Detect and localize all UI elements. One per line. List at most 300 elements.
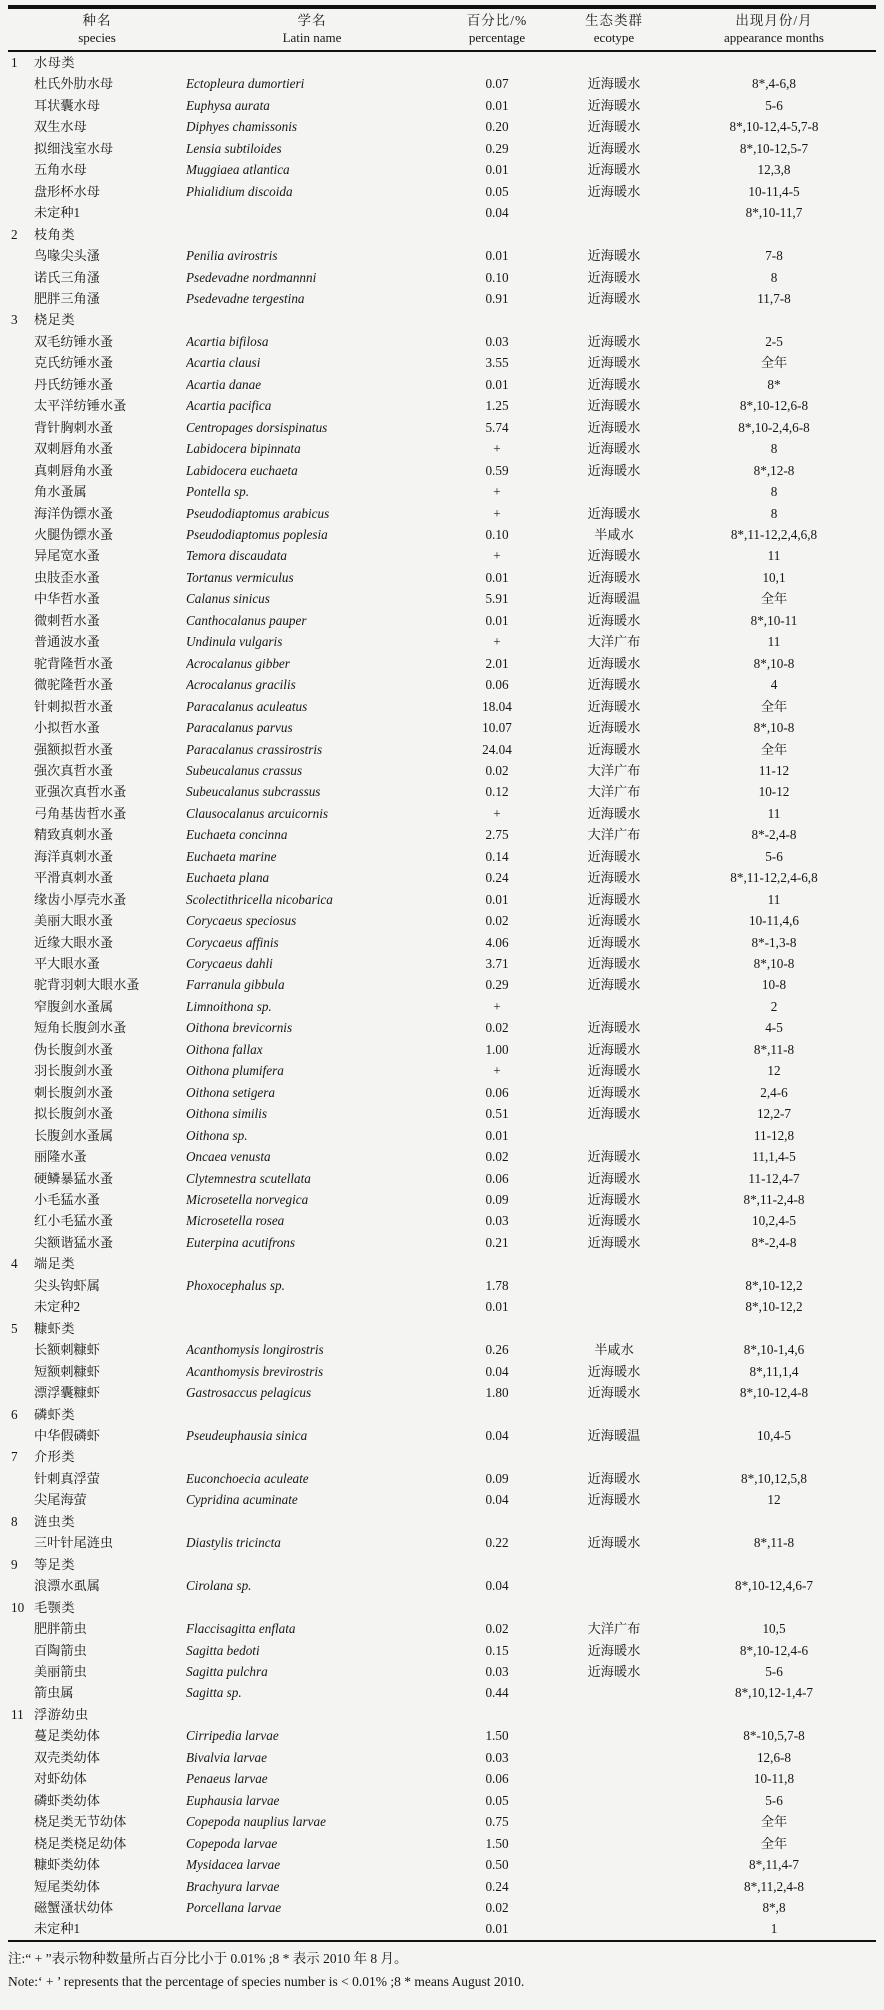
percentage-cell: + (493, 548, 501, 564)
latin-name-cell: Farranula gibbula (186, 977, 285, 993)
percentage-cell: 5.74 (485, 419, 509, 435)
column-header-percentage (438, 7, 556, 51)
months-cell: 8*,10-12,6-8 (739, 398, 809, 414)
percentage-cell: 3.71 (485, 956, 509, 972)
percentage-cell: 0.21 (485, 1234, 509, 1250)
species-name-cell: 箭虫属 (34, 1685, 74, 1701)
group-cell (8, 309, 876, 330)
ecotype-cell: 近海暖水 (587, 355, 641, 371)
species-row (8, 1060, 876, 1081)
months-cell: 8*-2,4-8 (751, 1234, 797, 1250)
latin-name-cell: Penaeus larvae (186, 1771, 268, 1787)
percentage-cell: 0.14 (485, 848, 509, 864)
ecotype-cell: 近海暖水 (587, 119, 641, 135)
ecotype-cell: 近海暖水 (587, 1063, 641, 1079)
species-row (8, 331, 876, 352)
group-number: 11 (11, 1706, 24, 1722)
species-row (8, 1361, 876, 1382)
species-name-cell: 鸟喙尖头溞 (34, 248, 100, 264)
percentage-cell: + (493, 484, 501, 500)
ecotype-cell (556, 1790, 672, 1811)
group-number: 1 (11, 55, 18, 70)
ecotype-cell: 近海暖水 (587, 848, 641, 864)
species-name-cell: 缘齿小厚壳水蚤 (34, 891, 127, 907)
percentage-cell: 0.02 (485, 1020, 509, 1036)
species-row (8, 932, 876, 953)
group-number: 5 (11, 1320, 18, 1336)
latin-name-cell: Penilia avirostris (186, 248, 278, 264)
species-table (8, 5, 876, 1942)
species-row (8, 1575, 876, 1596)
group-row (8, 1318, 876, 1339)
species-name-cell: 驼背隆哲水蚤 (34, 655, 114, 671)
group-row (8, 1404, 876, 1425)
ecotype-cell: 近海暖水 (587, 1492, 641, 1508)
species-row (8, 696, 876, 717)
latin-name-cell (186, 202, 438, 223)
months-cell: 8*,11-8 (753, 1535, 795, 1551)
group-cell (8, 1511, 876, 1532)
percentage-cell: 0.01 (485, 376, 509, 392)
species-name-cell: 刺长腹剑水蚤 (34, 1084, 114, 1100)
group-name: 磷虾类 (34, 1406, 76, 1422)
latin-name-cell: Copepoda nauplius larvae (186, 1814, 326, 1830)
latin-name-cell: Gastrosaccus pelagicus (186, 1385, 312, 1401)
species-row (8, 1232, 876, 1253)
months-cell: 1 (770, 1921, 778, 1937)
ecotype-cell: 近海暖水 (587, 441, 641, 457)
species-name-cell: 肥胖三角溞 (34, 290, 100, 306)
ecotype-cell: 近海暖水 (587, 913, 641, 929)
species-row (8, 1382, 876, 1403)
species-name-cell: 太平洋纺锤水蚤 (34, 398, 127, 414)
species-name-cell: 百陶箭虫 (34, 1642, 87, 1658)
species-row (8, 1532, 876, 1553)
species-row (8, 631, 876, 652)
species-name-cell: 未定种1 (34, 1921, 81, 1937)
species-name-cell: 耳状囊水母 (34, 97, 100, 113)
species-row (8, 1082, 876, 1103)
species-row (8, 1296, 876, 1317)
ecotype-cell: 近海暖水 (587, 462, 641, 478)
species-name-cell: 桡足类无节幼体 (34, 1814, 127, 1830)
species-name-cell: 窄腹剑水蚤属 (34, 998, 114, 1014)
months-cell: 8*,10-12,4-5,7-8 (729, 119, 819, 135)
percentage-cell: 1.00 (485, 1041, 509, 1057)
latin-name-cell: Euconchoecia aculeate (186, 1470, 309, 1486)
months-cell: 11-12,4-7 (748, 1170, 800, 1186)
column-header-months-en: appearance months (724, 30, 824, 45)
species-row (8, 824, 876, 845)
ecotype-cell: 近海暖水 (587, 569, 641, 585)
months-cell: 8*,11,4-7 (748, 1857, 800, 1873)
months-cell: 5-6 (765, 1792, 783, 1808)
ecotype-cell: 近海暖水 (587, 612, 641, 628)
group-number: 8 (11, 1513, 18, 1529)
species-name-cell: 微刺哲水蚤 (34, 612, 100, 628)
latin-name-cell: Euchaeta plana (186, 870, 270, 886)
group-number: 4 (11, 1256, 18, 1272)
percentage-cell: 1.50 (485, 1835, 509, 1851)
ecotype-cell: 近海暖水 (587, 419, 641, 435)
latin-name-cell: Lensia subtiloides (186, 140, 282, 156)
ecotype-cell: 近海暖水 (587, 548, 641, 564)
species-name-cell: 美丽箭虫 (34, 1663, 87, 1679)
column-header-species-en: species (78, 30, 116, 45)
ecotype-cell: 近海暖水 (587, 720, 641, 736)
months-cell: 12,2-7 (756, 1106, 792, 1122)
footnotes (8, 1947, 876, 1993)
months-cell: 5-6 (765, 1663, 783, 1679)
months-cell: 8*,10-12,2 (745, 1277, 803, 1293)
species-row (8, 95, 876, 116)
months-cell: 10-11,8 (753, 1771, 795, 1787)
species-row (8, 138, 876, 159)
ecotype-cell: 近海暖水 (587, 140, 641, 156)
ecotype-cell (556, 1682, 672, 1703)
species-row (8, 1017, 876, 1038)
group-name: 枝角类 (34, 226, 76, 242)
latin-name-cell: Oithona similis (186, 1106, 267, 1122)
column-header-species (8, 7, 186, 51)
percentage-cell: 0.01 (485, 891, 509, 907)
ecotype-cell: 近海暖水 (587, 1041, 641, 1057)
species-row (8, 73, 876, 94)
percentage-cell: 0.29 (485, 140, 509, 156)
months-cell: 8*,10-2,4,6-8 (738, 419, 810, 435)
ecotype-cell: 近海暖水 (587, 248, 641, 264)
ecotype-cell (556, 996, 672, 1017)
latin-name-cell: Sagitta pulchra (186, 1663, 268, 1679)
species-row (8, 567, 876, 588)
species-row (8, 610, 876, 631)
latin-name-cell: Clytemnestra scutellata (186, 1170, 311, 1186)
group-name: 端足类 (34, 1256, 76, 1272)
species-row (8, 1189, 876, 1210)
group-name: 糠虾类 (34, 1320, 76, 1336)
species-name-cell: 角水蚤属 (34, 484, 87, 500)
percentage-cell: 10.07 (482, 720, 512, 736)
species-row (8, 1790, 876, 1811)
months-cell: 8*-10,5,7-8 (743, 1728, 805, 1744)
species-name-cell: 双壳类幼体 (34, 1749, 100, 1765)
latin-name-cell: Euchaeta concinna (186, 827, 288, 843)
latin-name-cell: Oithona brevicornis (186, 1020, 293, 1036)
ecotype-cell: 近海暖水 (587, 162, 641, 178)
group-row (8, 1597, 876, 1618)
latin-name-cell: Scolectithricella nicobarica (186, 891, 333, 907)
latin-name-cell: Euterpina acutifrons (186, 1234, 296, 1250)
species-row (8, 588, 876, 609)
latin-name-cell: Acanthomysis brevirostris (186, 1363, 324, 1379)
latin-name-cell: Subeucalanus crassus (186, 762, 303, 778)
species-name-cell: 五角水母 (34, 162, 87, 178)
percentage-cell: 0.01 (485, 612, 509, 628)
months-cell: 10,2,4-5 (752, 1213, 796, 1229)
species-row (8, 1210, 876, 1231)
species-row (8, 739, 876, 760)
table-header-row (8, 7, 876, 51)
months-cell: 8 (770, 505, 778, 521)
group-name: 水母类 (34, 55, 76, 70)
species-row (8, 481, 876, 502)
percentage-cell: + (493, 805, 501, 821)
latin-name-cell: Oithona setigera (186, 1084, 276, 1100)
latin-name-cell: Microsetella rosea (186, 1213, 285, 1229)
species-name-cell: 强次真哲水蚤 (34, 762, 114, 778)
latin-name-cell: Phoxocephalus sp. (186, 1277, 285, 1293)
species-name-cell: 浪漂水虱属 (34, 1578, 100, 1594)
species-name-cell: 丹氏纺锤水蚤 (34, 376, 114, 392)
latin-name-cell: Centropages dorsispinatus (186, 419, 328, 435)
latin-name-cell: Acartia clausi (186, 355, 261, 371)
latin-name-cell: Psedevadne nordmannni (186, 269, 317, 285)
species-row (8, 1768, 876, 1789)
group-number: 6 (11, 1406, 18, 1422)
latin-name-cell: Labidocera euchaeta (186, 462, 298, 478)
species-name-cell: 普通波水蚤 (34, 634, 100, 650)
group-row (8, 1704, 876, 1725)
months-cell: 8*,10,12-1,4-7 (734, 1685, 814, 1701)
ecotype-cell: 近海暖水 (587, 956, 641, 972)
latin-name-cell (186, 1918, 438, 1940)
latin-name-cell: Acartia bifilosa (186, 333, 269, 349)
latin-name-cell: Oncaea venusta (186, 1149, 271, 1165)
ecotype-cell (556, 1876, 672, 1897)
ecotype-cell (556, 1833, 672, 1854)
species-name-cell: 对虾幼体 (34, 1771, 87, 1787)
months-cell: 8*,10-12,4-8 (739, 1385, 809, 1401)
column-header-ecotype-zh: 生态类群 (585, 13, 643, 28)
percentage-cell: 0.22 (485, 1535, 509, 1551)
species-row (8, 1918, 876, 1940)
percentage-cell: 0.50 (485, 1857, 509, 1873)
latin-name-cell: Euchaeta marine (186, 848, 277, 864)
species-name-cell: 火腿伪镖水蚤 (34, 526, 114, 542)
species-name-cell: 磷虾类幼体 (34, 1792, 100, 1808)
latin-name-cell: Calanus sinicus (186, 591, 270, 607)
ecotype-cell: 大洋广布 (587, 784, 641, 800)
months-cell: 12 (767, 1492, 781, 1508)
species-row (8, 1489, 876, 1510)
ecotype-cell: 近海暖温 (587, 591, 641, 607)
percentage-cell: 0.44 (485, 1685, 509, 1701)
species-row (8, 116, 876, 137)
species-row (8, 503, 876, 524)
ecotype-cell: 近海暖水 (587, 1470, 641, 1486)
months-cell: 11 (767, 634, 781, 650)
species-name-cell: 长额刺糠虾 (34, 1342, 100, 1358)
ecotype-cell: 近海暖水 (587, 934, 641, 950)
species-name-cell: 海洋真刺水蚤 (34, 848, 114, 864)
species-name-cell: 尖额谐猛水蚤 (34, 1234, 114, 1250)
percentage-cell: + (493, 634, 501, 650)
ecotype-cell: 近海暖水 (587, 1234, 641, 1250)
ecotype-cell: 近海暖水 (587, 977, 641, 993)
species-name-cell: 近缘大眼水蚤 (34, 934, 114, 950)
percentage-cell: 0.24 (485, 870, 509, 886)
species-name-cell: 拟长腹剑水蚤 (34, 1106, 114, 1122)
group-cell (8, 1318, 876, 1339)
ecotype-cell: 近海暖水 (587, 97, 641, 113)
ecotype-cell (556, 1575, 672, 1596)
ecotype-cell: 近海暖水 (587, 1149, 641, 1165)
months-cell: 11,7-8 (757, 290, 791, 306)
species-row (8, 417, 876, 438)
species-name-cell: 真刺唇角水蚤 (34, 462, 114, 478)
species-row (8, 1468, 876, 1489)
group-row (8, 1511, 876, 1532)
group-cell (8, 1404, 876, 1425)
species-name-cell: 未定种2 (34, 1299, 81, 1315)
species-name-cell: 亚强次真哲水蚤 (34, 784, 127, 800)
ecotype-cell (556, 1125, 672, 1146)
latin-name-cell: Labidocera bipinnata (186, 441, 301, 457)
species-row (8, 245, 876, 266)
ecotype-cell: 近海暖水 (587, 741, 641, 757)
latin-name-cell: Sagitta bedoti (186, 1642, 260, 1658)
percentage-cell: 0.20 (485, 119, 509, 135)
ecotype-cell: 近海暖水 (587, 1084, 641, 1100)
species-row (8, 1747, 876, 1768)
latin-name-cell: Euphausia larvae (186, 1792, 280, 1808)
ecotype-cell: 大洋广布 (587, 762, 641, 778)
latin-name-cell: Clausocalanus arcuicornis (186, 805, 329, 821)
latin-name-cell: Psedevadne tergestina (186, 290, 305, 306)
latin-name-cell: Euphysa aurata (186, 97, 270, 113)
percentage-cell: 4.06 (485, 934, 509, 950)
species-name-cell: 微驼隆哲水蚤 (34, 677, 114, 693)
species-row (8, 1618, 876, 1639)
species-name-cell: 未定种1 (34, 205, 81, 221)
percentage-cell: 0.06 (485, 1084, 509, 1100)
group-cell (8, 1253, 876, 1274)
months-cell: 8*,10-8 (753, 655, 795, 671)
ecotype-cell: 近海暖水 (587, 1213, 641, 1229)
months-cell: 8*,11-12,2,4-6,8 (730, 870, 818, 886)
latin-name-cell: Oithona plumifera (186, 1063, 284, 1079)
latin-name-cell (186, 1296, 438, 1317)
months-cell: 11,1,4-5 (752, 1149, 796, 1165)
months-cell: 10,4-5 (756, 1428, 792, 1443)
species-row (8, 1039, 876, 1060)
latin-name-cell: Flaccisagitta enflata (186, 1621, 296, 1637)
latin-name-cell: Paracalanus parvus (186, 720, 293, 736)
ecotype-cell: 近海暖水 (587, 655, 641, 671)
species-row (8, 1854, 876, 1875)
percentage-cell: 1.80 (485, 1385, 509, 1401)
group-row (8, 309, 876, 330)
ecotype-cell: 近海暖水 (587, 398, 641, 414)
species-name-cell: 肥胖箭虫 (34, 1621, 87, 1637)
latin-name-cell: Microsetella norvegica (186, 1192, 309, 1208)
latin-name-cell: Diastylis tricincta (186, 1535, 281, 1551)
species-name-cell: 海洋伪镖水蚤 (34, 505, 114, 521)
percentage-cell: 0.75 (485, 1814, 509, 1830)
months-cell: 10-11,4-5 (748, 183, 800, 199)
months-cell: 5-6 (765, 97, 783, 113)
latin-name-cell: Canthocalanus pauper (186, 612, 307, 628)
ecotype-cell: 近海暖水 (587, 505, 641, 521)
species-row (8, 996, 876, 1017)
percentage-cell: 0.01 (485, 162, 509, 178)
ecotype-cell: 近海暖温 (587, 1428, 641, 1443)
percentage-cell: 0.59 (485, 462, 509, 478)
species-row (8, 438, 876, 459)
latin-name-cell: Corycaeus affinis (186, 934, 279, 950)
group-number: 7 (11, 1449, 18, 1465)
species-row (8, 889, 876, 910)
species-row (8, 953, 876, 974)
group-row (8, 1253, 876, 1274)
group-cell (8, 1704, 876, 1725)
group-number: 2 (11, 226, 18, 242)
latin-name-cell: Cirolana sp. (186, 1578, 252, 1594)
latin-name-cell: Brachyura larvae (186, 1878, 280, 1894)
species-name-cell: 中华哲水蚤 (34, 591, 100, 607)
species-name-cell: 针刺真浮萤 (34, 1470, 100, 1486)
ecotype-cell: 近海暖水 (587, 1363, 641, 1379)
ecotype-cell (556, 1897, 672, 1918)
percentage-cell: + (493, 998, 501, 1014)
ecotype-cell: 半咸水 (594, 526, 634, 542)
percentage-cell: 0.03 (485, 1749, 509, 1765)
percentage-cell: 0.01 (485, 1299, 509, 1315)
percentage-cell: 0.02 (485, 1149, 509, 1165)
species-name-cell: 伪长腹剑水蚤 (34, 1041, 114, 1057)
species-name-cell: 杜氏外肋水母 (34, 76, 114, 92)
group-name: 介形类 (34, 1449, 76, 1465)
months-cell: 12,6-8 (756, 1749, 792, 1765)
percentage-cell: 0.04 (485, 1363, 509, 1379)
percentage-cell: 0.02 (485, 913, 509, 929)
species-name-cell: 精致真刺水蚤 (34, 827, 114, 843)
ecotype-cell (556, 1725, 672, 1746)
species-row (8, 867, 876, 888)
months-cell: 8*,11-2,4-8 (743, 1192, 805, 1208)
species-name-cell: 平滑真刺水蚤 (34, 870, 114, 886)
percentage-cell: 0.01 (485, 1127, 509, 1143)
species-row (8, 1876, 876, 1897)
ecotype-cell: 近海暖水 (587, 1385, 641, 1401)
species-name-cell: 美丽大眼水蚤 (34, 913, 114, 929)
latin-name-cell: Oithona fallax (186, 1041, 263, 1057)
months-cell: 11 (767, 891, 781, 907)
group-name: 涟虫类 (34, 1513, 76, 1529)
group-cell (8, 1597, 876, 1618)
percentage-cell: 0.04 (485, 1428, 509, 1443)
species-row (8, 781, 876, 802)
group-row (8, 1554, 876, 1575)
latin-name-cell: Acartia pacifica (186, 398, 272, 414)
months-cell: 8 (770, 484, 778, 500)
group-number: 3 (11, 312, 18, 328)
ecotype-cell: 近海暖水 (587, 1663, 641, 1679)
months-cell: 11 (767, 805, 781, 821)
group-cell (8, 1554, 876, 1575)
species-row (8, 374, 876, 395)
ecotype-cell: 近海暖水 (587, 1192, 641, 1208)
species-name-cell: 弓角基齿哲水蚤 (34, 805, 127, 821)
months-cell: 8*,11-12,2,4,6,8 (730, 526, 818, 542)
ecotype-cell (556, 1768, 672, 1789)
latin-name-cell: Porcellana larvae (186, 1899, 282, 1915)
species-row (8, 1125, 876, 1146)
months-cell: 2 (770, 998, 778, 1014)
species-name-cell: 短尾类幼体 (34, 1878, 100, 1894)
percentage-cell: 0.07 (485, 76, 509, 92)
percentage-cell: 1.50 (485, 1728, 509, 1744)
